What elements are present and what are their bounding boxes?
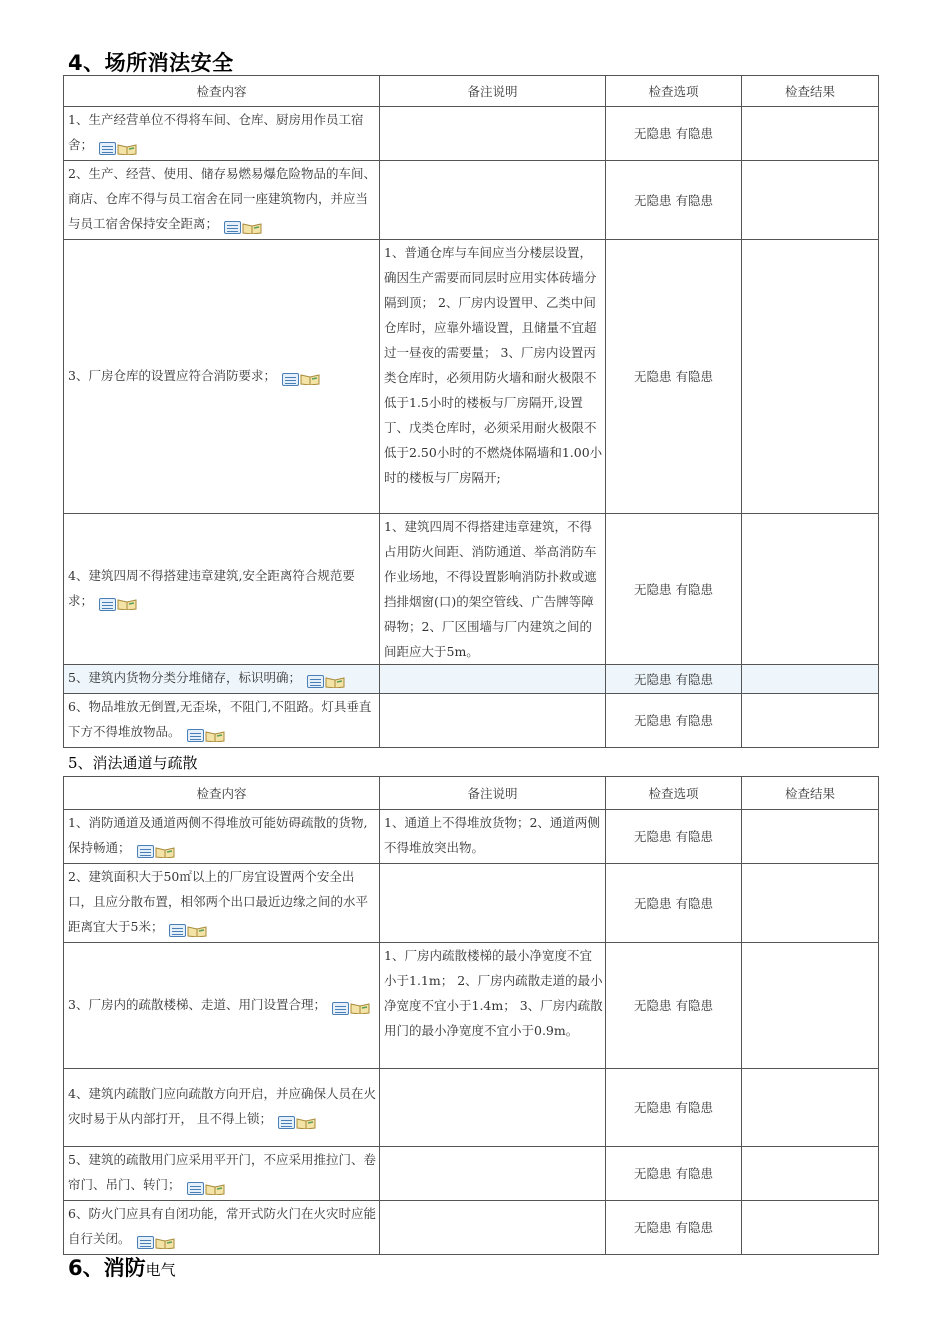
table-row: [64, 107, 879, 161]
row-icons[interactable]: [332, 995, 370, 1020]
row-content: 2、建筑面积大于50㎡以上的厂房宜设置两个安全出口，且应分散布置，相邻两个出口最近边缘之间的水平距离宜大于5米；: [64, 864, 380, 943]
table-row: [64, 943, 879, 1069]
section-4-title: 4、场所消法安全: [68, 51, 234, 75]
row-option[interactable]: 无隐患 有隐患: [606, 943, 742, 1069]
list-icon[interactable]: [137, 1236, 154, 1249]
list-icon[interactable]: [187, 1182, 204, 1195]
book-icon[interactable]: [300, 373, 320, 385]
list-icon[interactable]: [137, 845, 154, 858]
book-icon[interactable]: [242, 222, 262, 234]
header-content: 检查内容: [64, 777, 380, 810]
row-icons[interactable]: [137, 838, 175, 863]
list-icon[interactable]: [224, 221, 241, 234]
row-icons[interactable]: [99, 135, 137, 160]
header-option: 检查选项: [606, 777, 742, 810]
row-content: 1、消防通道及通道两侧不得堆放可能妨碍疏散的货物,保持畅通；: [64, 810, 380, 864]
row-option[interactable]: 无隐患 有隐患: [606, 514, 742, 665]
row-icons[interactable]: [307, 668, 345, 693]
row-icons[interactable]: [137, 1229, 175, 1254]
row-note: [380, 1201, 606, 1255]
table-header-row: [64, 777, 879, 810]
row-result[interactable]: [742, 1201, 879, 1255]
section-5-title: 5、消法通道与疏散: [68, 754, 198, 772]
book-icon[interactable]: [155, 1237, 175, 1249]
row-content: 4、建筑四周不得搭建违章建筑,安全距离符合规范要求；: [64, 514, 380, 665]
row-icons[interactable]: [278, 1109, 316, 1134]
header-result: 检查结果: [742, 76, 879, 107]
row-result[interactable]: [742, 943, 879, 1069]
header-content: 检查内容: [64, 76, 380, 107]
table-row: [64, 665, 879, 694]
row-result[interactable]: [742, 694, 879, 748]
row-icons[interactable]: [169, 917, 207, 942]
row-option[interactable]: 无隐患 有隐患: [606, 1069, 742, 1147]
table-row: [64, 161, 879, 240]
header-result: 检查结果: [742, 777, 879, 810]
book-icon[interactable]: [117, 143, 137, 155]
book-icon[interactable]: [117, 598, 137, 610]
row-result[interactable]: [742, 1069, 879, 1147]
section-5-table: [63, 776, 879, 1255]
row-option[interactable]: 无隐患 有隐患: [606, 665, 742, 694]
section-6-title-sub: 电气: [145, 1261, 176, 1279]
row-option[interactable]: 无隐患 有隐患: [606, 810, 742, 864]
row-result[interactable]: [742, 810, 879, 864]
row-content: 6、物品堆放无倒置,无歪垛，不阻门,不阻路。灯具垂直下方不得堆放物品。: [64, 694, 380, 748]
book-icon[interactable]: [296, 1117, 316, 1129]
row-content: 5、建筑内货物分类分堆储存，标识明确；: [64, 665, 380, 694]
row-option[interactable]: 无隐患 有隐患: [606, 694, 742, 748]
row-option[interactable]: 无隐患 有隐患: [606, 161, 742, 240]
row-result[interactable]: [742, 161, 879, 240]
list-icon[interactable]: [307, 675, 324, 688]
table-header-row: [64, 76, 879, 107]
row-note: [380, 107, 606, 161]
row-result[interactable]: [742, 107, 879, 161]
row-note: [380, 1147, 606, 1201]
row-content: 4、建筑内疏散门应向疏散方向开启，并应确保人员在火灾时易于从内部打开， 且不得上锁；: [64, 1069, 380, 1147]
row-icons[interactable]: [187, 1175, 225, 1200]
section-6-title-main: 6、消防: [68, 1256, 146, 1280]
row-result[interactable]: [742, 864, 879, 943]
row-option[interactable]: 无隐患 有隐患: [606, 1147, 742, 1201]
row-note: 1、通道上不得堆放货物；2、通道两侧不得堆放突出物。: [380, 810, 606, 864]
section-4-table: [63, 75, 879, 748]
table-row: [64, 1069, 879, 1147]
row-note: [380, 1069, 606, 1147]
book-icon[interactable]: [187, 925, 207, 937]
row-note: [380, 665, 606, 694]
table-row: [64, 1147, 879, 1201]
book-icon[interactable]: [325, 676, 345, 688]
row-content: 3、厂房内的疏散楼梯、走道、用门设置合理；: [64, 943, 380, 1069]
table-row: [64, 694, 879, 748]
header-note: 备注说明: [380, 76, 606, 107]
table-row: [64, 240, 879, 514]
row-content: 5、建筑的疏散用门应采用平开门，不应采用推拉门、卷帘门、吊门、转门；: [64, 1147, 380, 1201]
list-icon[interactable]: [99, 598, 116, 611]
row-note: [380, 161, 606, 240]
row-note: [380, 864, 606, 943]
row-content: 6、防火门应具有自闭功能，常开式防火门在火灾时应能自行关闭。: [64, 1201, 380, 1255]
list-icon[interactable]: [187, 729, 204, 742]
header-note: 备注说明: [380, 777, 606, 810]
row-icons[interactable]: [224, 214, 262, 239]
row-result[interactable]: [742, 1147, 879, 1201]
row-icons[interactable]: [99, 591, 137, 616]
row-result[interactable]: [742, 665, 879, 694]
row-note: [380, 694, 606, 748]
row-result[interactable]: [742, 240, 879, 514]
book-icon[interactable]: [350, 1002, 370, 1014]
table-row: [64, 514, 879, 665]
row-icons[interactable]: [187, 722, 225, 747]
table-row: [64, 864, 879, 943]
list-icon[interactable]: [99, 142, 116, 155]
row-note: 1、厂房内疏散楼梯的最小净宽度不宜小于1.1m； 2、厂房内疏散走道的最小净宽度不宜小于1.4m； 3、厂房内疏散用门的最小净宽度不宜小于0.9m。: [380, 943, 606, 1069]
row-icons[interactable]: [282, 366, 320, 391]
row-note: 1、建筑四周不得搭建违章建筑，不得占用防火间距、消防通道、举高消防车作业场地，不得设置影响消防扑救或遮挡排烟窗(口)的架空管线、广告牌等障碍物；2、厂区围墙与厂内建筑之间的间距应大于5m。: [380, 514, 606, 665]
book-icon[interactable]: [155, 846, 175, 858]
book-icon[interactable]: [205, 730, 225, 742]
list-icon[interactable]: [278, 1116, 295, 1129]
header-option: 检查选项: [606, 76, 742, 107]
row-option[interactable]: 无隐患 有隐患: [606, 107, 742, 161]
book-icon[interactable]: [205, 1183, 225, 1195]
section-6-title: [68, 1252, 176, 1282]
row-content: 2、生产、经营、使用、储存易燃易爆危险物品的车间、商店、仓库不得与员工宿舍在同一座建筑物内，并应当与员工宿舍保持安全距离；: [64, 161, 380, 240]
table-row: [64, 1201, 879, 1255]
list-icon[interactable]: [169, 924, 186, 937]
row-content: 1、生产经营单位不得将车间、仓库、厨房用作员工宿舍；: [64, 107, 380, 161]
row-result[interactable]: [742, 514, 879, 665]
list-icon[interactable]: [332, 1002, 349, 1015]
row-note: 1、普通仓库与车间应当分楼层设置，确因生产需要而同层时应用实体砖墙分隔到顶； 2、厂房内设置甲、乙类中间仓库时，应靠外墙设置，且储量不宜超过一昼夜的需要量； 3、厂房内设置丙类仓库时，必须用防火墙和耐火极限不低于1.5小时的楼板与厂房隔开,设置丁、戊类仓库时，必须采用耐火极限不低于2.50小时的不燃烧体隔墙和1.00小时的楼板与厂房隔开;: [380, 240, 606, 514]
list-icon[interactable]: [282, 373, 299, 386]
row-option[interactable]: 无隐患 有隐患: [606, 864, 742, 943]
row-content: 3、厂房仓库的设置应符合消防要求；: [64, 240, 380, 514]
row-option[interactable]: 无隐患 有隐患: [606, 1201, 742, 1255]
table-row: [64, 810, 879, 864]
row-option[interactable]: 无隐患 有隐患: [606, 240, 742, 514]
